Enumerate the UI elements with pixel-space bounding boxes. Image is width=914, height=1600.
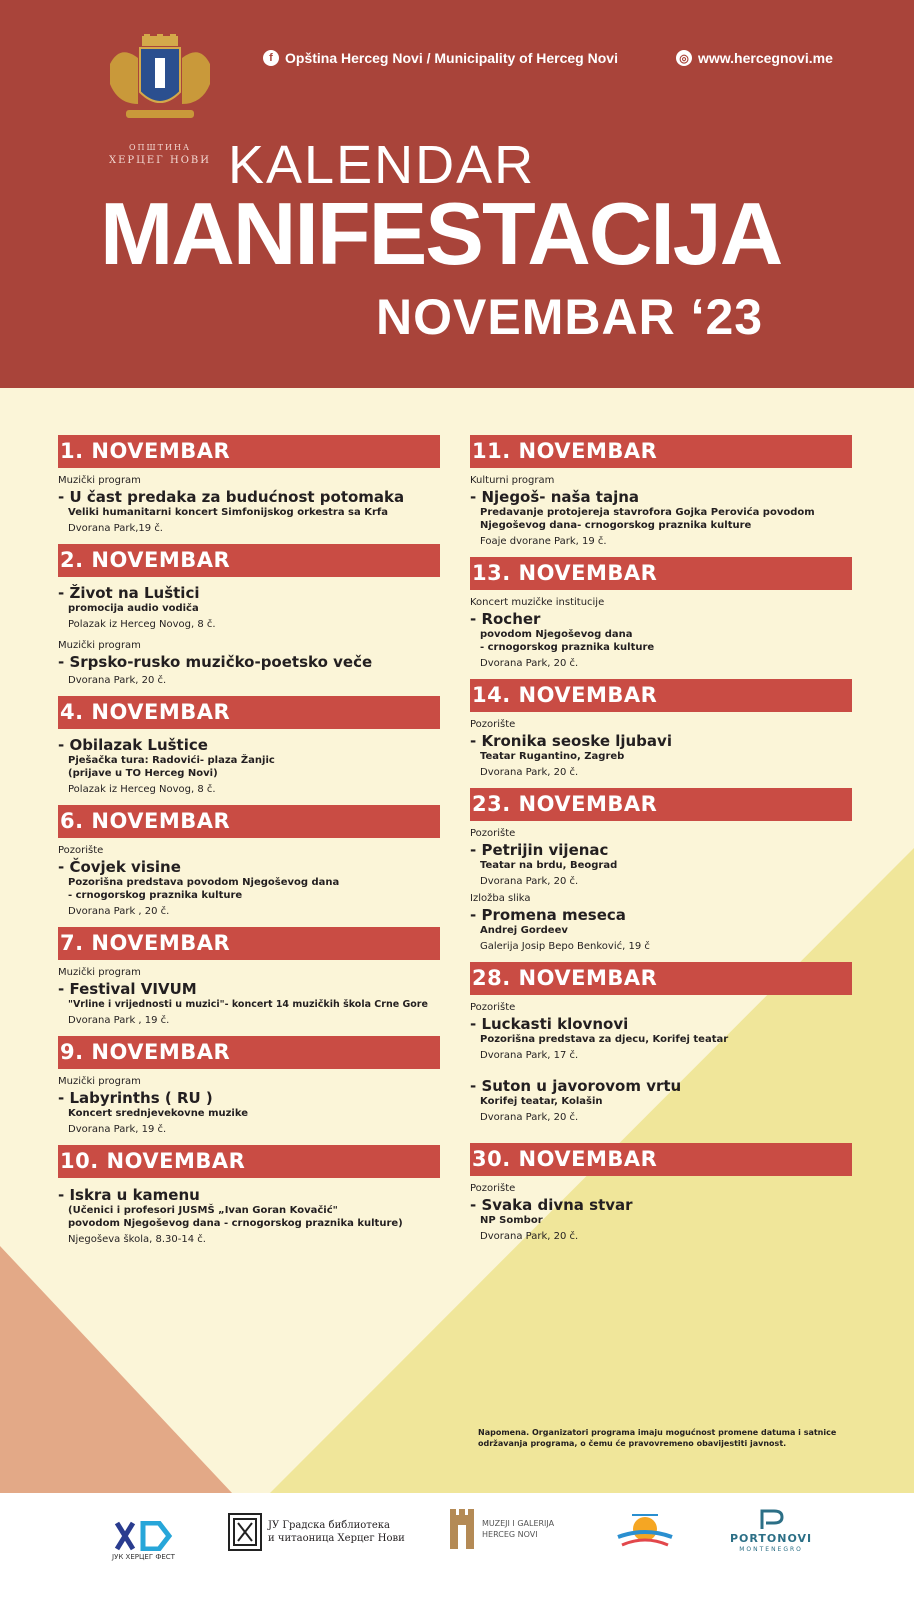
day-header: 28. NOVEMBAR <box>470 962 852 995</box>
day-header: 9. NOVEMBAR <box>58 1036 440 1069</box>
globe-icon: ◎ <box>676 50 692 66</box>
event-description: (Učenici i profesori JUSMŠ „Ivan Goran Kovačić" <box>68 1205 338 1216</box>
event-description: "Vrline i vrijednosti u muzici"- koncert 14 muzičkih škola Crne Gore <box>68 999 428 1010</box>
event-title: - Rocher <box>470 610 541 628</box>
event-item <box>58 967 440 1028</box>
event-item <box>470 597 852 671</box>
day-header: 2. NOVEMBAR <box>58 544 440 577</box>
herceg-fest-logo <box>112 1521 175 1561</box>
event-title: - U čast predaka za budućnost potomaka <box>58 488 405 506</box>
day-header: 4. NOVEMBAR <box>58 696 440 729</box>
event-item <box>470 475 852 549</box>
event-description: povodom Njegoševog dana - crnogorskog praznika kulture) <box>68 1218 403 1229</box>
event-description: - crnogorskog praznika kulture <box>68 890 243 901</box>
event-title: - Srpsko-rusko muzičko-poetsko veče <box>58 653 373 671</box>
event-title: - Luckasti klovnovi <box>470 1015 629 1033</box>
title-manifestacija: MANIFESTACIJA <box>100 184 782 283</box>
event-category: Muzički program <box>58 1076 141 1087</box>
event-item <box>58 1076 440 1137</box>
event-description: promocija audio vodiča <box>68 603 199 614</box>
event-category: Kulturni program <box>470 475 555 486</box>
title-kalendar: KALENDAR <box>228 135 536 195</box>
herceg-fest-mark-icon <box>113 1521 173 1551</box>
event-description: Pozorišna predstava povodom Njegoševog dana <box>68 877 340 888</box>
day-header: 11. NOVEMBAR <box>470 435 852 468</box>
day-header: 1. NOVEMBAR <box>58 435 440 468</box>
day-header: 30. NOVEMBAR <box>470 1143 852 1176</box>
event-place: Dvorana Park, 20 č. <box>68 675 167 686</box>
event-place: Dvorana Park, 20 č. <box>480 1112 579 1123</box>
facebook-icon: f <box>263 50 279 66</box>
event-title: - Čovjek visine <box>58 858 181 876</box>
event-description: Korifej teatar, Kolašin <box>480 1096 603 1107</box>
event-category: Izložba slika <box>470 893 531 904</box>
event-category: Koncert muzičke institucije <box>470 597 605 608</box>
day-header: 7. NOVEMBAR <box>58 927 440 960</box>
event-item <box>58 845 440 919</box>
event-item <box>58 736 440 797</box>
event-category: Pozorište <box>58 845 104 856</box>
event-item <box>470 893 852 954</box>
event-place: Dvorana Park, 20 č. <box>480 1231 579 1242</box>
festival-logo <box>614 1507 676 1553</box>
event-item <box>58 1186 440 1247</box>
day-header: 14. NOVEMBAR <box>470 679 852 712</box>
coat-of-arms-logo <box>100 34 220 134</box>
event-description: Koncert srednjevekovne muzike <box>68 1108 249 1119</box>
event-description: Teatar Rugantino, Zagreb <box>480 751 625 762</box>
event-title: - Suton u javorovom vrtu <box>470 1077 682 1095</box>
event-category: Muzički program <box>58 967 141 978</box>
event-item <box>58 640 440 688</box>
event-item <box>470 719 852 780</box>
event-description: Pozorišna predstava za djecu, Korifej teatar <box>480 1034 729 1045</box>
facebook-label: Opština Herceg Novi / Municipality of Herceg Novi <box>285 50 618 66</box>
event-description: Andrej Gordeev <box>480 925 568 936</box>
event-place: Dvorana Park , 20 č. <box>68 906 170 917</box>
event-place: Dvorana Park, 17 č. <box>480 1050 579 1061</box>
library-logo <box>228 1513 405 1551</box>
event-title: - Petrijin vijenac <box>470 841 609 859</box>
event-item <box>470 1002 852 1063</box>
event-place: Njegoševa škola, 8.30-14 č. <box>68 1234 206 1245</box>
footnote: Napomena. Organizatori programa imaju mogućnost promene datuma i satnice održavanja programa, o čemu će pravovremeno obavijestiti javnost. <box>478 1428 837 1448</box>
event-category: Muzički program <box>58 475 141 486</box>
event-title: - Život na Luštici <box>58 584 200 602</box>
event-title: - Obilazak Luštice <box>58 736 208 754</box>
event-place: Foaje dvorane Park, 19 č. <box>480 536 607 547</box>
website-link[interactable] <box>676 50 833 66</box>
event-category: Pozorište <box>470 828 516 839</box>
portonovi-logo <box>730 1507 812 1553</box>
event-title: - Promena meseca <box>470 906 626 924</box>
portonovi-mark-icon <box>756 1507 786 1531</box>
facebook-link[interactable] <box>263 50 618 66</box>
title-month: NOVEMBAR ‘23 <box>376 289 764 345</box>
event-category: Pozorište <box>470 1183 516 1194</box>
event-item <box>58 475 440 536</box>
event-place: Dvorana Park , 19 č. <box>68 1015 170 1026</box>
event-category: Muzički program <box>58 640 141 651</box>
event-category: Pozorište <box>470 1002 516 1013</box>
event-title: - Njegoš- naša tajna <box>470 488 640 506</box>
event-item <box>470 828 852 889</box>
museum-logo <box>448 1509 554 1549</box>
museum-line2: HERCEG NOVI <box>482 1530 538 1539</box>
event-item <box>470 1077 852 1125</box>
left-column <box>58 435 440 1255</box>
herceg-fest-caption: ЈУК ХЕРЦЕГ ФЕСТ <box>112 1553 175 1561</box>
day-header: 13. NOVEMBAR <box>470 557 852 590</box>
day-header: 6. NOVEMBAR <box>58 805 440 838</box>
website-label: www.hercegnovi.me <box>698 50 833 66</box>
event-place: Polazak iz Herceg Novog, 8 č. <box>68 784 216 795</box>
municipality-label: ХЕРЦЕГ НОВИ <box>109 155 211 166</box>
event-description: Pješačka tura: Radovići- plaza Žanjic <box>68 755 275 766</box>
event-place: Dvorana Park, 19 č. <box>68 1124 167 1135</box>
event-title: - Iskra u kamenu <box>58 1186 200 1204</box>
event-description: (prijave u TO Herceg Novi) <box>68 768 218 779</box>
event-title: - Svaka divna stvar <box>470 1196 633 1214</box>
festival-emblem-icon <box>614 1507 676 1553</box>
library-line2: и читаоница Херцег Нови <box>268 1533 405 1544</box>
municipality-label-small: ОПШТИНА <box>128 143 191 152</box>
portonovi-name: PORTONOVI <box>730 1532 813 1545</box>
right-column <box>470 435 852 1252</box>
event-title: - Festival VIVUM <box>58 980 197 998</box>
event-place: Dvorana Park, 20 č. <box>480 767 579 778</box>
event-place: Dvorana Park, 20 č. <box>480 876 579 887</box>
event-title: - Kronika seoske ljubavi <box>470 732 672 750</box>
event-place: Polazak iz Herceg Novog, 8 č. <box>68 619 216 630</box>
event-place: Dvorana Park,19 č. <box>68 523 163 534</box>
sponsor-footer <box>0 1493 914 1600</box>
portonovi-sub: MONTENEGRO <box>739 1546 803 1553</box>
day-header: 23. NOVEMBAR <box>470 788 852 821</box>
event-title: - Labyrinths ( RU ) <box>58 1089 213 1107</box>
header-banner <box>0 0 914 388</box>
event-description: Teatar na brdu, Beograd <box>480 860 618 871</box>
event-description: Veliki humanitarni koncert Simfonijskog orkestra sa Krfa <box>68 507 389 518</box>
event-description: NP Sombor <box>480 1215 543 1226</box>
event-place: Galerija Josip Bepo Benković, 19 č <box>480 941 650 952</box>
event-description: povodom Njegoševog dana <box>480 629 633 640</box>
museum-tower-icon <box>448 1509 476 1549</box>
event-place: Dvorana Park, 20 č. <box>480 658 579 669</box>
museum-line1: MUZEJI I GALERIJA <box>482 1519 555 1528</box>
event-item <box>58 584 440 632</box>
event-description: Predavanje protojereja stavrofora Gojka Perovića povodom <box>480 507 815 518</box>
event-description: - crnogorskog praznika kulture <box>480 642 655 653</box>
day-header: 10. NOVEMBAR <box>58 1145 440 1178</box>
library-line1: ЈУ Градска библиотека <box>268 1520 390 1531</box>
library-emblem-icon <box>228 1513 262 1551</box>
event-item <box>470 1183 852 1244</box>
event-category: Pozorište <box>470 719 516 730</box>
event-description: Njegoševog dana- crnogorskog praznika kulture <box>480 520 752 531</box>
